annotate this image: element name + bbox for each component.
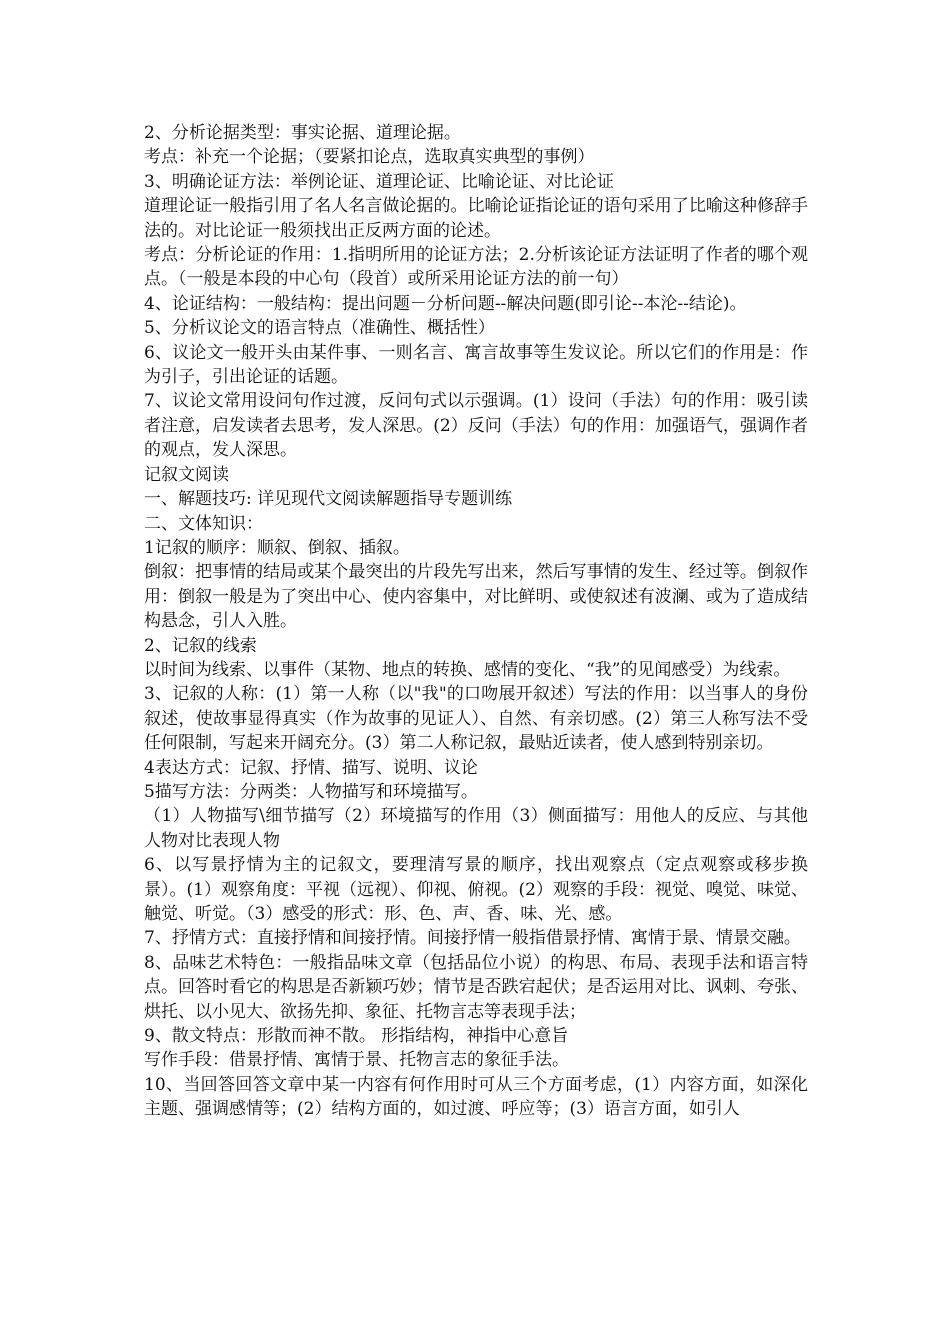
paragraph: 2、分析论据类型：事实论据、道理论据。	[144, 123, 461, 143]
paragraph: 3、明确论证方法：举例论证、道理论证、比喻论证、对比论证	[144, 171, 614, 192]
paragraph: 二、文体知识：	[144, 513, 263, 534]
paragraph: 7、抒情方式：直接抒情和间接抒情。间接抒情一般指借景抒情、寓情于景、情景交融。	[144, 928, 801, 949]
paragraph: 4表达方式：记叙、抒情、描写、说明、议论	[144, 757, 478, 778]
paragraph: 道理论证一般指引用了名人名言做论据的。比喻论证指论证的语句采用了比喻这种修辞手法的。对比论证一般须找出正反两方面的论述。	[144, 196, 808, 241]
paragraph: 2、记叙的线索	[144, 635, 257, 656]
paragraph: 6、以写景抒情为主的记叙文，要理清写景的顺序，找出观察点（定点观察或移步换景）。(1）观察角度：平视（远视）、仰视、俯视。(2）观察的手段：视觉、嗅觉、味觉、触觉、听觉。（3）感受的形式：形、色、声、香、味、光、感。	[144, 855, 808, 924]
document-body	[144, 121, 808, 1122]
paragraph: （1）人物描写\细节描写（2）环境描写的作用（3）侧面描写：用他人的反应、与其他人物对比表现人物	[144, 806, 808, 851]
paragraph: 以时间为线索、以事件（某物、地点的转换、感情的变化、“我”的见闻感受）为线索。	[144, 659, 791, 680]
paragraph: 倒叙：把事情的结局或某个最突出的片段先写出来，然后写事情的发生、经过等。倒叙作用：倒叙一般是为了突出中心、使内容集中，对比鲜明、或使叙述有波澜、或为了造成结构悬念，引人入胜。	[144, 562, 808, 632]
paragraph: 5、分析议论文的语言特点（准确性、概括性）	[144, 318, 495, 339]
paragraph: 1记叙的顺序：顺叙、倒叙、插叙。	[144, 537, 410, 558]
paragraph: 一、解题技巧: 详见现代文阅读解题指导专题训练	[144, 489, 513, 510]
section-heading: 记叙文阅读	[144, 464, 229, 485]
paragraph: 10、当回答回答文章中某一内容有何作用时可从三个方面考虑，(1）内容方面，如深化主题、强调感情等；(2）结构方面的，如过渡、呼应等；(3）语言方面，如引人	[144, 1074, 808, 1120]
paragraph: 5描写方法：分两类：人物描写和环境描写。	[144, 781, 478, 802]
paragraph: 考点：分析论证的作用：1.指明所用的论证方法；2.分析该论证方法证明了作者的哪个观点。（一般是本段的中心句（段首）或所采用论证方法的前一句）	[144, 245, 808, 290]
paragraph: 8、品味艺术特色：一般指品味文章（包括品位小说）的构思、布局、表现手法和语言特点。回答时看它的构思是否新颖巧妙；情节是否跌宕起伏；是否运用对比、讽刺、夸张、烘托、以小见大、欲扬先抑、象征、托物言志等表现手法；	[144, 952, 808, 1022]
paragraph: 6、议论文一般开头由某件事、一则名言、寓言故事等生发议论。所以它们的作用是：作为引子，引出论证的话题。	[144, 342, 808, 388]
paragraph: 3、记叙的人称：(1）第一人称（以"我"的口吻展开叙述）写法的作用：以当事人的身份叙述，使故事显得真实（作为故事的见证人）、自然、有亲切感。(2）第三人称写法不受任何限制，写起来开阔充分。(3）第二人称记叙，最贴近读者，使人感到特别亲切。	[144, 684, 808, 754]
paragraph: 4、论证结构：一般结构：提出问题－分析问题--解决问题(即引论--本沦--结论)。	[144, 293, 747, 314]
paragraph: 9、散文特点：形散而神不散。 形指结构，神指中心意旨	[144, 1026, 569, 1047]
paragraph: 考点：补充一个论据；（要紧扣论点，选取真实典型的事例）	[144, 147, 595, 168]
paragraph: 写作手段：借景抒情、寓情于景、托物言志的象征手法。	[144, 1050, 569, 1071]
paragraph: 7、议论文常用设问句作过渡，反问句式以示强调。(1）设问（手法）句的作用：吸引读者注意，启发读者去思考，发人深思。(2）反问（手法）句的作用：加强语气，强调作者的观点，发人深思。	[144, 391, 808, 461]
